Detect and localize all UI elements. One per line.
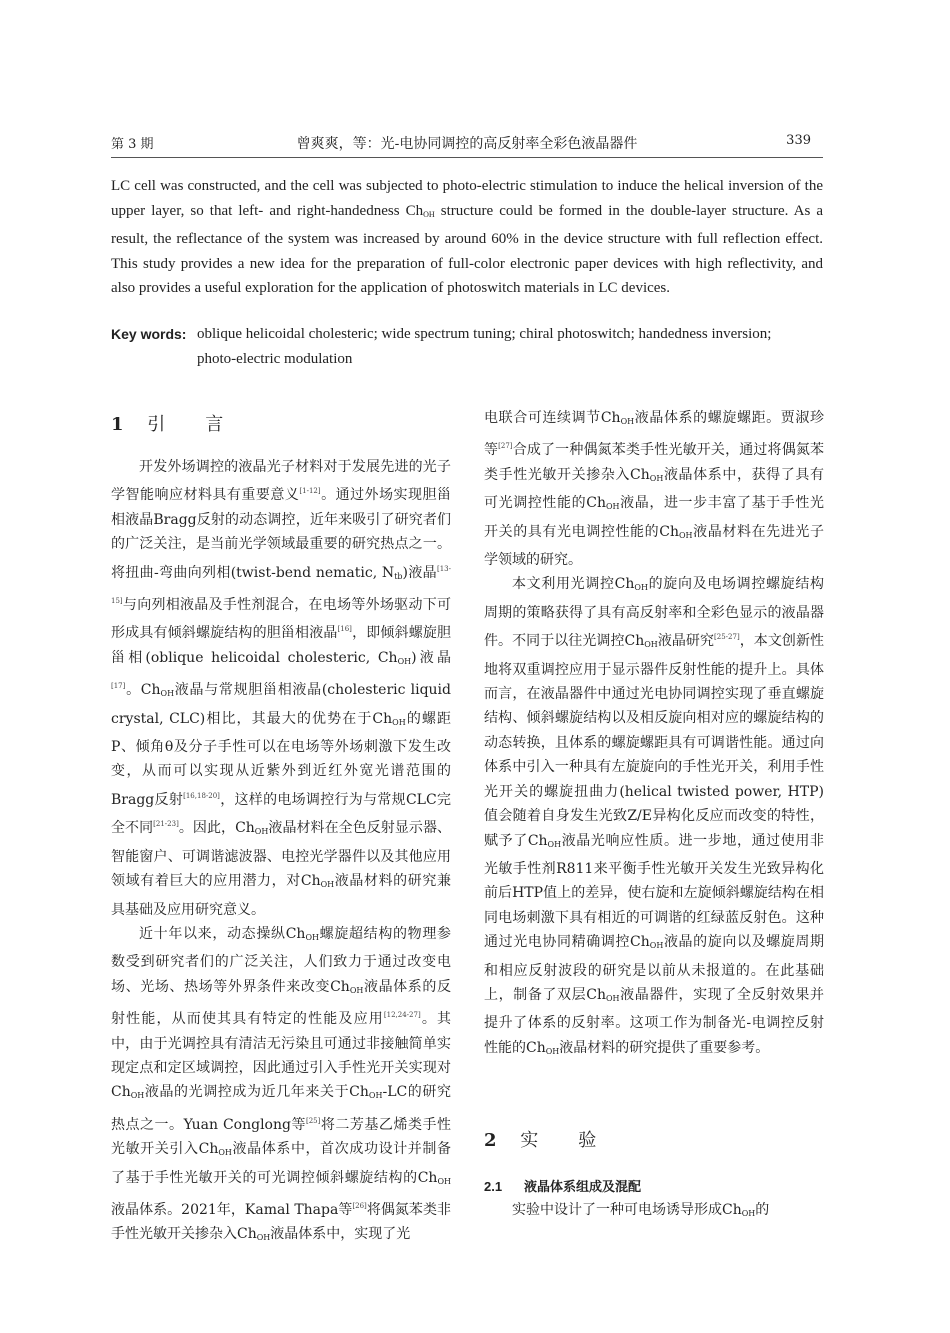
keywords-line-1: oblique helicoidal cholesteric; wide spectrum tuning; chiral photoswitch; handedness inversion; — [197, 326, 772, 342]
section-heading-experiment — [484, 1126, 636, 1152]
paragraph: 实验中设计了一种可电场诱导形成$Ch_{OH}$的 — [512, 1202, 770, 1218]
right-column — [484, 406, 824, 1064]
issue-number: 第 3 期 — [111, 137, 154, 152]
section-number: 1 — [111, 414, 124, 435]
section-heading-introduction — [111, 410, 263, 436]
keywords-line-2: photo-electric modulation — [197, 350, 353, 367]
page-number: 339 — [786, 133, 811, 148]
abstract-text: LC cell was constructed, and the cell was subjected to photo-electric stimulation to induce the helical inversion of the upper layer, so that left- and right-handedness $Ch_{OH}$ structure could be formed in the double-layer structure. As a result, the reflectance of the system was increased by around 60% in the device structure with full reflection effect. This study provides a new idea for the preparation of full-color electronic paper devices with high reflectivity, and also provides a useful exploration for the application of photoswitch materials in LC devices. — [111, 178, 824, 296]
paragraph: 本文利用光调控$Ch_{OH}$的旋向及电场调控螺旋结构周期的策略获得了具有高反射率和全彩色显示的液晶器件。不同于以往光调控$Ch_{OH}$液晶研究[25-27]，本文创新性地将双重调控应用于显示器件反射性能的提升上。具体而言，在液晶器件中通过光电协同调控实现了垂直螺旋结构、倾斜螺旋结构以及相反旋向相对应的螺旋结构的动态转换，且体系的螺旋螺距具有可调谐性能。通过向体系中引入一种具有左旋旋向的手性光开关，利用手性光开关的螺旋扭曲力(helical twisted power, HTP)值会随着自身发生光致Z/E异构化反应而改变的特性，赋予了$Ch_{OH}$液晶光响应性质。进一步地，通过使用非光敏手性剂R811来平衡手性光敏开关发生光致异构化前后HTP值上的差异，使右旋和左旋倾斜螺旋结构在相同电场刺激下具有相近的可调谐的红绿蓝反射色。这种通过光电协同精确调控$Ch_{OH}$液晶的旋向以及螺旋周期和相应反射波段的研究是以前从未报道的。在此基础上，制备了双层$Ch_{OH}$液晶器件，实现了全反射效果并提升了体系的反射率。这项工作为制备光-电调控反射性能的$Ch_{OH}$液晶材料的研究提供了重要参考。 — [484, 576, 825, 1056]
subsection-number: 2.1 — [484, 1179, 503, 1194]
running-header — [111, 133, 823, 158]
paragraph: 开发外场调控的液晶光子材料对于发展先进的光子学智能响应材料具有重要意义[1-12]。通过外场实现胆甾相液晶Bragg反射的动态调控，近年来吸引了研究者们的广泛关注，是当前光学领域最重要的研究热点之一。将扭曲-弯曲向列相(twist-bend nematic, $N_{tb}$)液晶[13-15]与向列相液晶及手性剂混合，在电场等外场驱动下可形成具有倾斜螺旋结构的胆甾相液晶[16]，即倾斜螺旋胆甾相(oblique helicoidal cholesteric, $Ch_{OH}$)液晶[17]。$Ch_{OH}$液晶与常规胆甾相液晶(cholesteric liquid crystal, CLC)相比，其最大的优势在于$Ch_{OH}$的螺距P、倾角θ及分子手性可以在电场等外场刺激下发生改变，从而可以实现从近紫外到近红外宽光谱范围的Bragg反射[16,18-20]，这样的电场调控行为与常规CLC完全不同[21-23]。因此，$Ch_{OH}$液晶材料在全色反射显示器、智能窗户、可调谐滤波器、电控光学器件以及其他应用领域有着巨大的应用潜力，对$Ch_{OH}$液晶材料的研究兼具基础及应用研究意义。 — [111, 459, 452, 918]
subsection-title: 液晶体系组成及混配 — [524, 1179, 642, 1194]
subsection-heading — [484, 1176, 641, 1195]
keywords-label: Key words: — [111, 326, 187, 342]
keywords — [111, 322, 823, 367]
section-title: 实验 — [520, 1130, 637, 1151]
paragraph: 电联合可连续调节$Ch_{OH}$液晶体系的螺旋螺距。贾淑珍等[27]合成了一种偶氮苯类手性光敏开关，通过将偶氮苯类手性光敏开关掺杂入$Ch_{OH}$液晶体系中，获得了具有可光调控性能的$Ch_{OH}$液晶，进一步丰富了基于手性光开关的具有光电调控性能的$Ch_{OH}$液晶材料在先进光子学领域的研究。 — [484, 410, 825, 569]
running-title: 曾爽爽，等：光-电协同调控的高反射率全彩色液晶器件 — [296, 136, 638, 152]
section-number: 2 — [484, 1130, 497, 1151]
left-column — [111, 455, 451, 1251]
paragraph: 近十年以来，动态操纵$Ch_{OH}$螺旋超结构的物理参数受到研究者们的广泛关注，人们致力于通过改变电场、光场、热场等外界条件来改变$Ch_{OH}$液晶体系的反射性能，从而使其具有特定的性能及应用[12,24-27]。其中，由于光调控具有清洁无污染且可通过非接触简单实现定点和定区域调控，因此通过引入手性光开关实现对$Ch_{OH}$液晶的光调控成为近几年来关于$Ch_{OH}-LC$的研究热点之一。Yuan Conglong等[25]将二芳基乙烯类手性光敏开关引入$Ch_{OH}$液晶体系中，首次成功设计并制备了基于手性光敏开关的可光调控倾斜螺旋结构的$Ch_{OH}$液晶体系。2021年，Kamal Thapa等[26]将偶氮苯类非手性光敏开关掺杂入$Ch_{OH}$液晶体系中，实现了光 — [111, 925, 452, 1243]
section-title: 引言 — [147, 414, 264, 435]
